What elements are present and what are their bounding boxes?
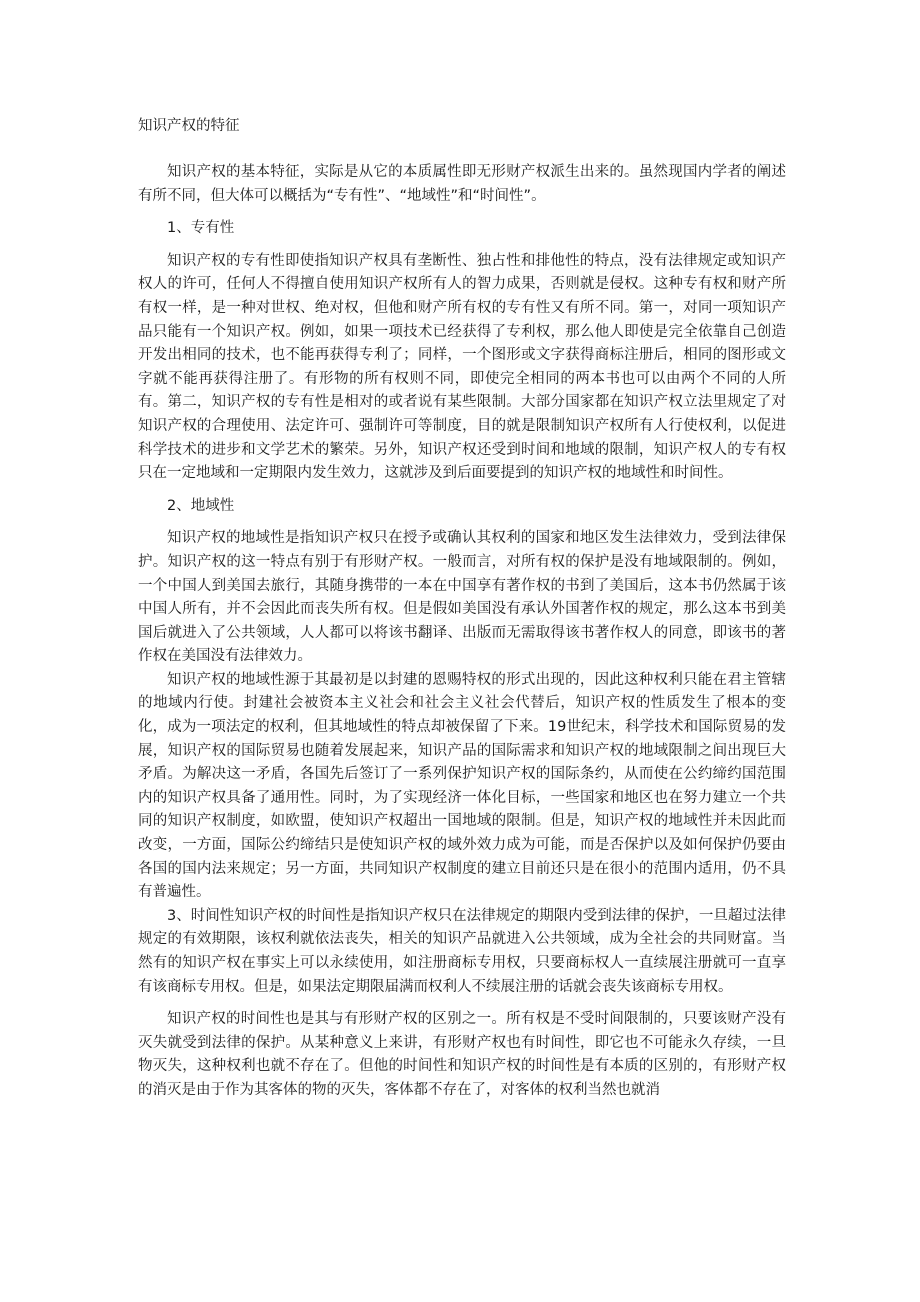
document-body: [138, 161, 786, 1103]
section-heading-exclusivity: 1、专有性: [167, 220, 235, 237]
timeliness-paragraph-2: 知识产权的时间性也是其与有形财产权的区别之一。所有权是不受时间限制的，只要该财产没有灭失就受到法律的保护。从某种意义上来讲，有形财产权也有时间性，即它也不可能永久存续，一旦物灭失，这种权利也就不存在了。但他的时间性和知识产权的时间性是有本质的区别的，有形财产权的消灭是由于作为其客体的物的灭失，客体都不存在了，对客体的权利当然也就消: [138, 1011, 786, 1098]
document-title: 知识产权的特征: [138, 118, 240, 134]
timeliness-paragraph-1: 3、时间性知识产权的时间性是指知识产权只在法律规定的期限内受到法律的保护，一旦超过法律规定的有效期限，该权利就依法丧失，相关的知识产品就进入公共领域，成为全社会的共同财富。当然有的知识产权在事实上可以永续使用，如注册商标专用权，只要商标权人一直续展注册就可一直享有该商标专用权。但是，如果法定期限届满而权利人不续展注册的话就会丧失该商标专用权。: [138, 907, 786, 995]
territoriality-paragraph-1: 知识产权的地域性是指知识产权只在授予或确认其权利的国家和地区发生法律效力，受到法律保护。知识产权的这一特点有别于有形财产权。一般而言，对所有权的保护是没有地域限制的。例如，一个中国人到美国去旅行，其随身携带的一本在中国享有著作权的书到了美国后，这本书仍然属于该中国人所有，并不会因此而丧失所有权。但是假如美国没有承认外国著作权的规定，那么这本书到美国后就进入了公共领域，人人都可以将该书翻译、出版而无需取得该书著作权人的同意，即该书的著作权在美国没有法律效力。: [138, 530, 786, 665]
exclusivity-paragraph: 知识产权的专有性即使指知识产权具有垄断性、独占性和排他性的特点，没有法律规定或知识产权人的许可，任何人不得擅自使用知识产权所有人的智力成果，否则就是侵权。这种专有权和财产所有权一样，是一种对世权、绝对权，但他和财产所有权的专有性又有所不同。第一，对同一项知识产品只能有一个知识产权。例如，如果一项技术已经获得了专利权，那么他人即使是完全依靠自己创造开发出相同的技术，也不能再获得专利了；同样，一个图形或文字获得商标注册后，相同的图形或文字就不能再获得注册了。有形物的所有权则不同，即使完全相同的两本书也可以由两个不同的人所有。第二，知识产权的专有性是相对的或者说有某些限制。大部分国家都在知识产权立法里规定了对知识产权的合理使用、法定许可、强制许可等制度，目的就是限制知识产权所有人行使权利，以促进科学技术的进步和文学艺术的繁荣。另外，知识产权还受到时间和地域的限制，知识产权人的专有权只在一定地域和一定期限内发生效力，这就涉及到后面要提到的知识产权的地域性和时间性。: [138, 252, 786, 482]
territoriality-paragraph-2: 知识产权的地域性源于其最初是以封建的恩赐特权的形式出现的，因此这种权利只能在君主管辖的地域内行使。封建社会被资本主义社会和社会主义社会代替后，知识产权的性质发生了根本的变化，成为一项法定的权利，但其地域性的特点却被保留了下来。19世纪末，科学技术和国际贸易的发展，知识产权的国际贸易也随着发展起来，知识产品的国际需求和知识产权的地域限制之间出现巨大矛盾。为解决这一矛盾，各国先后签订了一系列保护知识产权的国际条约，从而使在公约缔约国范围内的知识产权具备了通用性。同时，为了实现经济一体化目标，一些国家和地区也在努力建立一个共同的知识产权制度，如欧盟，使知识产权超出一国地域的限制。但是，知识产权的地域性并未因此而改变，一方面，国际公约缔结只是使知识产权的域外效力成为可能，而是否保护以及如何保护仍要由各国的国内法来规定；另一方面，共同知识产权制度的建立目前还只是在很小的范围内适用，仍不具有普遍性。: [138, 671, 786, 901]
intro-paragraph: 知识产权的基本特征，实际是从它的本质属性即无形财产权派生出来的。虽然现国内学者的阐述有所不同，但大体可以概括为“专有性”、“地域性”和“时间性”。: [138, 164, 786, 204]
section-heading-territoriality: 2、地域性: [167, 497, 235, 514]
